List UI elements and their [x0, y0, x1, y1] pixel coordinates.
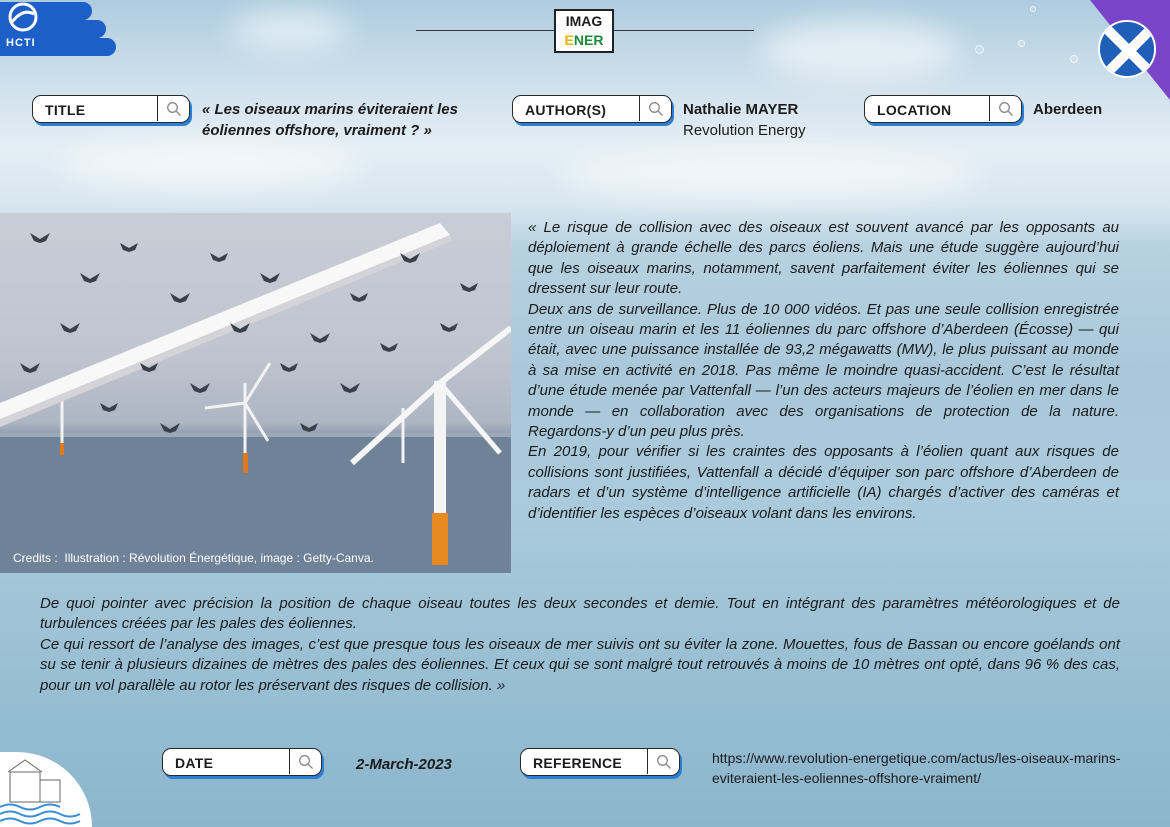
cloud [760, 20, 960, 80]
bubble [1018, 40, 1025, 47]
location-label: LOCATION [877, 102, 952, 118]
reference-label: REFERENCE [533, 755, 623, 771]
header-line-left [416, 30, 554, 31]
brand-letter-e: E [564, 32, 574, 48]
author-org: Revolution Energy [683, 122, 806, 139]
author-field[interactable] [512, 95, 672, 123]
cloud [60, 140, 360, 190]
wind-turbine-illustration [0, 213, 511, 573]
article-paragraph: De quoi pointer avec précision la position de chaque oiseau toutes les deux secondes et demie. Tout en intégrant des paramètres météorologiques et de turbulences créées par les pales des éoliennes. [40, 595, 1120, 633]
search-icon[interactable] [647, 749, 679, 774]
cloud [230, 10, 350, 50]
credits-text: Illustration : Révolution Énergétique, image : Getty-Canva. [64, 551, 374, 565]
date-field[interactable] [162, 748, 322, 776]
article-body-right [528, 218, 1119, 524]
brand-letters-ner: NER [573, 32, 604, 48]
article-paragraph: Ce qui ressort de l’analyse des images, c’est que presque tous les oiseaux de mer suivis ont su éviter la zone. Mouettes, fous de Bassan ou encore goélands ont su se tenir à plusieurs dizaines de mètres des pales des éoliennes. Et ceux qui se sont malgré tout retrouvés à moins de 10 mètres ont opté, dans 96 % des cas, pour un vol parallèle au rotor les préservant des risques de collision. » [40, 635, 1120, 694]
article-image [0, 213, 511, 573]
hcti-logo[interactable] [0, 0, 120, 60]
town-illustration-badge [0, 752, 92, 827]
article-paragraph: En 2019, pour vérifier si les craintes des opposants à l’éolien quant aux risques de collisions sont justifiées, Vattenfall a décidé d’équiper son parc offshore d’Aberdeen de radars et d’un système d’intelligence artificielle (IA) chargés d’activer des caméras et d’identifier les espèces d’oiseaux volant dans les environs. [528, 443, 1119, 522]
search-icon[interactable] [989, 96, 1021, 121]
hcti-logo-icon [6, 0, 40, 36]
brand-logo [554, 9, 614, 53]
credits-label: Credits : [13, 551, 58, 565]
reference-url[interactable]: https://www.revolution-energetique.com/actus/les-oiseaux-marins-eviteraient-les-eoliennes-offshore-vraiment/ [712, 750, 1121, 786]
article-body-full [40, 594, 1120, 696]
date-value: 2-March-2023 [356, 756, 452, 773]
scotland-flag-icon [1098, 20, 1156, 78]
brand-line1: IMAG [565, 13, 603, 29]
header-line-right [614, 30, 754, 31]
location-value: Aberdeen [1033, 101, 1103, 118]
search-icon[interactable] [639, 96, 671, 121]
search-icon[interactable] [289, 749, 321, 774]
reference-field[interactable] [520, 748, 680, 776]
bubble [1030, 6, 1036, 12]
bubble [1070, 55, 1078, 63]
search-icon[interactable] [157, 96, 189, 121]
author-label: AUTHOR(S) [525, 102, 607, 118]
cloud [560, 150, 980, 200]
date-label: DATE [175, 755, 214, 771]
location-field[interactable] [864, 95, 1022, 123]
article-paragraph: « Le risque de collision avec des oiseaux est souvent avancé par les opposants au déploiement à grande échelle des parcs éoliens. Mais une étude suggère aujourd’hui que les oiseaux marins, notamment, savent parfaitement éviter les éoliennes qui se dressent sur leur route. [528, 219, 1119, 298]
image-credits [13, 551, 374, 565]
title-field[interactable] [32, 95, 190, 123]
logo-text: HCTI [6, 37, 36, 49]
article-paragraph: Deux ans de surveillance. Plus de 10 000 vidéos. Et pas une seule collision enregistrée entre un oiseau marin et les 11 éoliennes du parc offshore d’Aberdeen (Écosse) — qui était, avec une puissance installée de 93,2 mégawatts (MW), le plus puissant au monde à sa mise en activité en 2018. Pas même le moindre quasi-accident. C’est le résultat d’une étude menée par Vattenfall — l’un des acteurs majeurs de l’éolien en mer dans le monde — en collaboration avec des organisations de protection de la nature. Regardons-y d’un peu plus près. [528, 300, 1119, 441]
bubble [975, 45, 984, 54]
town-illustration-icon [0, 752, 92, 827]
article-title: « Les oiseaux marins éviteraient les éoliennes offshore, vraiment ? » [202, 101, 458, 139]
brand-line2 [556, 31, 612, 50]
author-name: Nathalie MAYER [683, 101, 799, 118]
title-label: TITLE [45, 102, 86, 118]
